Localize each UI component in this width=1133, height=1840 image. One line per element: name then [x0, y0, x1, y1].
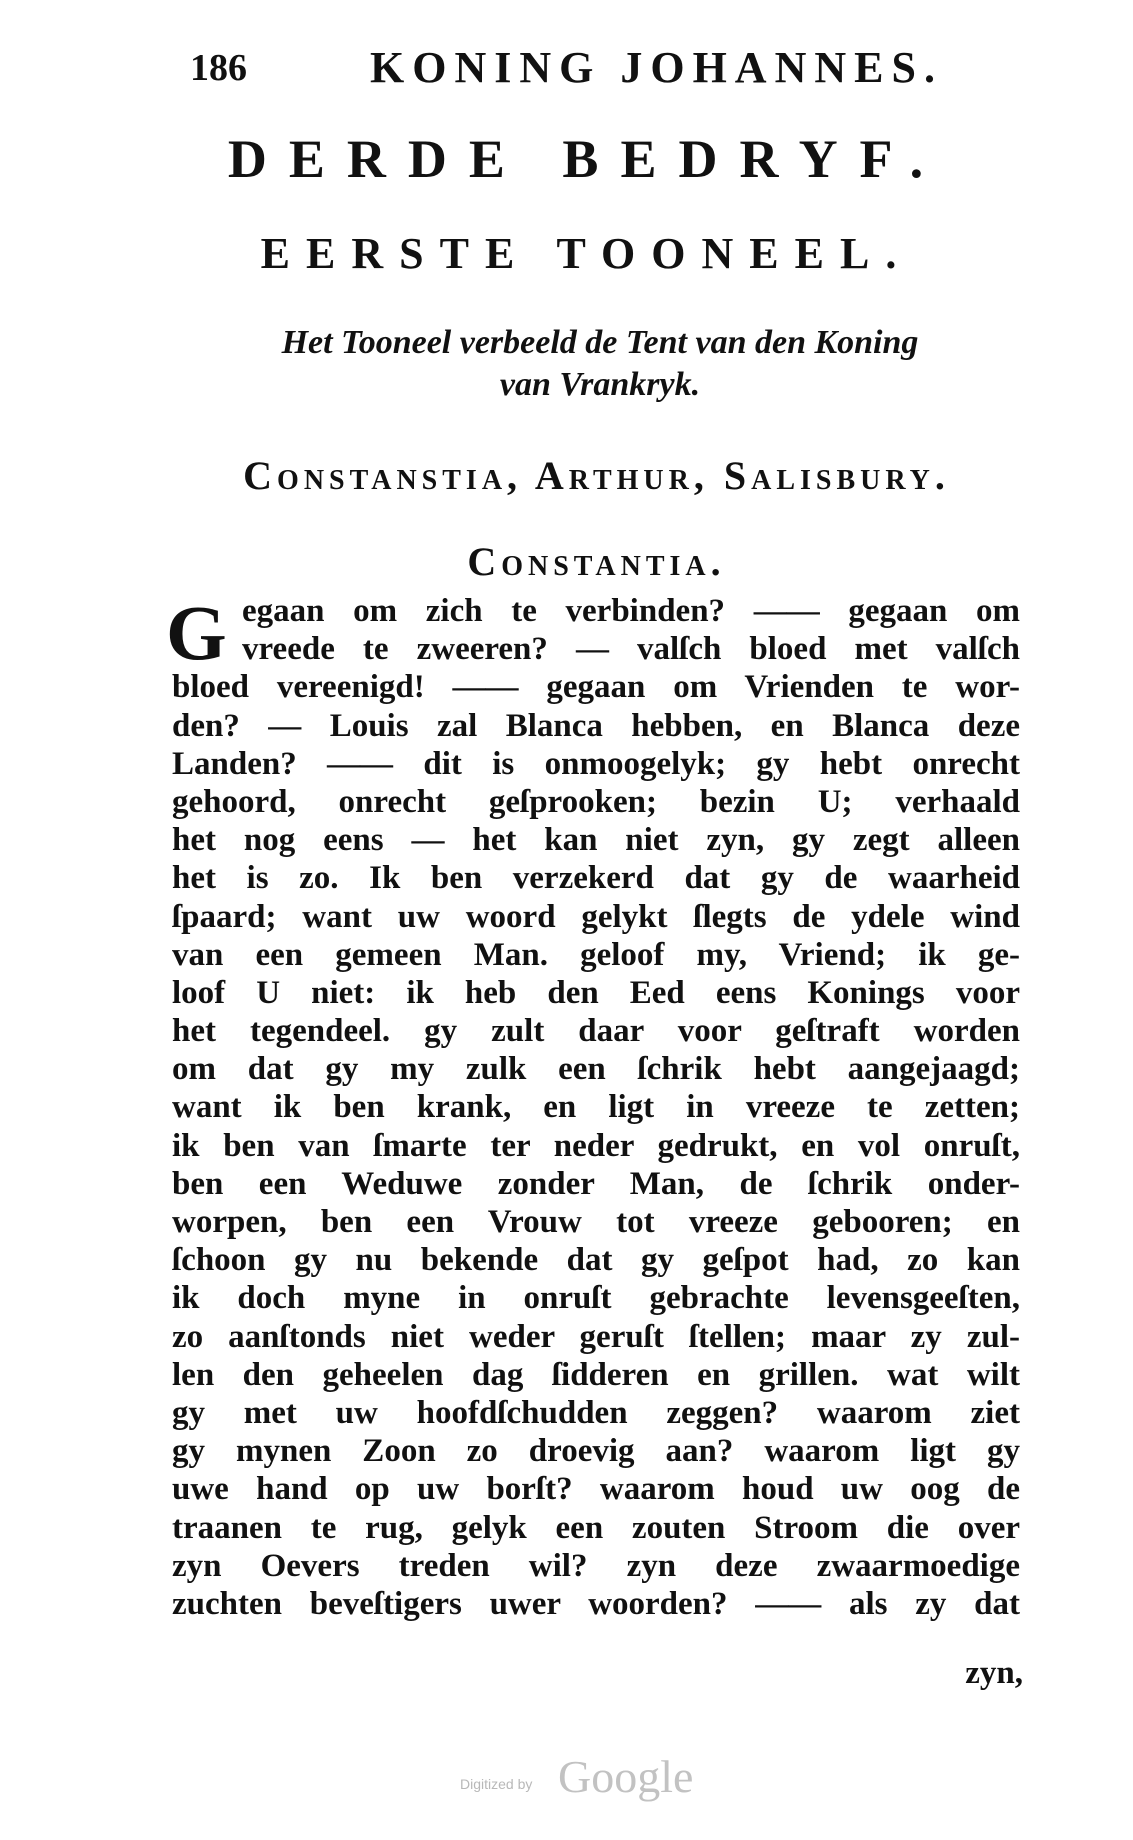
text-line: het is zo. Ik ben verzekerd dat gy de waarheid	[172, 860, 1020, 897]
stage-direction-line: van Vrankryk.	[499, 366, 701, 403]
text-line: traanen te rug, gelyk een zouten Stroom die over	[172, 1509, 1020, 1546]
watermark-caption: Digitized by	[460, 1776, 533, 1792]
text-line: zyn Oevers treden wil? zyn deze zwaarmoedige	[172, 1547, 1020, 1584]
running-head	[190, 38, 950, 98]
speech-text	[166, 589, 1020, 1623]
text-line: van een gemeen Man. geloof my, Vriend; ik ge-	[172, 936, 1020, 973]
text-line: loof U niet: ik heb den Eed eens Konings voor	[172, 974, 1020, 1011]
stage-direction-line: Het Tooneel verbeeld de Tent van den Koning	[281, 324, 919, 361]
page-number: 186	[190, 47, 247, 89]
text-line: ben een Weduwe zonder Man, de ſchrik onder-	[172, 1165, 1020, 1202]
text-line: gy met uw hoofdſchudden zeggen? waarom ziet	[172, 1394, 1020, 1431]
text-line: Landen? —— dit is onmoogelyk; gy hebt onrecht	[172, 745, 1020, 782]
text-line: vreede te zweeren? — valſch bloed met valſch	[242, 631, 1020, 668]
text-line: gehoord, onrecht geſprooken; bezin U; verhaald	[172, 783, 1020, 820]
text-line: het tegendeel. gy zult daar voor geſtraft worden	[172, 1013, 1020, 1050]
text-line: bloed vereenigd! —— gegaan om Vrienden te wor-	[172, 669, 1020, 706]
text-line: want ik ben krank, en ligt in vreeze te zetten;	[172, 1089, 1020, 1126]
text-line: ſchoon gy nu bekende dat gy geſpot had, zo kan	[172, 1242, 1020, 1279]
text-line: uwe hand op uw borſt? waarom houd uw oog de	[172, 1471, 1020, 1508]
text-line: zuchten beveſtigers uwer woorden? —— als zy dat	[172, 1585, 1020, 1622]
stage-direction	[200, 322, 1000, 406]
text-line: ik ben van ſmarte ter neder gedrukt, en vol onruſt,	[172, 1127, 1020, 1164]
drop-cap: G	[166, 589, 227, 676]
text-line: zo aanſtonds niet weder geruſt ſtellen; maar zy zul-	[172, 1318, 1020, 1355]
act-title: DERDE BEDRYF.	[227, 129, 946, 189]
running-title: KONING JOHANNES.	[370, 43, 943, 92]
text-line: worpen, ben een Vrouw tot vreeze gebooren; en	[172, 1204, 1020, 1240]
digitization-watermark	[460, 1748, 720, 1808]
text-line: het nog eens — het kan niet zyn, gy zegt alleen	[172, 822, 1020, 859]
text-line: ſpaard; want uw woord gelykt ſlegts de ydele wind	[172, 898, 1020, 935]
text-line: egaan om zich te verbinden? —— gegaan om	[242, 593, 1020, 629]
text-line: gy mynen Zoon zo droevig aan? waarom ligt gy	[172, 1433, 1020, 1470]
scene-title: EERSTE TOONEEL.	[260, 229, 913, 278]
text-line: om dat gy my zulk een ſchrik hebt aangejaagd;	[172, 1051, 1020, 1088]
text-line: den? — Louis zal Blanca hebben, en Blanca deze	[172, 707, 1020, 744]
character-list: Constanstia, Arthur, Salisbury.	[243, 453, 950, 498]
google-logo: Google	[558, 1751, 694, 1802]
catchword: zyn,	[965, 1655, 1023, 1691]
speaker-name: Constantia.	[467, 539, 726, 584]
text-line: ik doch myne in onruſt gebrachte levensgeeſten,	[172, 1280, 1020, 1317]
text-line: len den geheelen dag ſidderen en grillen. wat wilt	[172, 1356, 1020, 1393]
